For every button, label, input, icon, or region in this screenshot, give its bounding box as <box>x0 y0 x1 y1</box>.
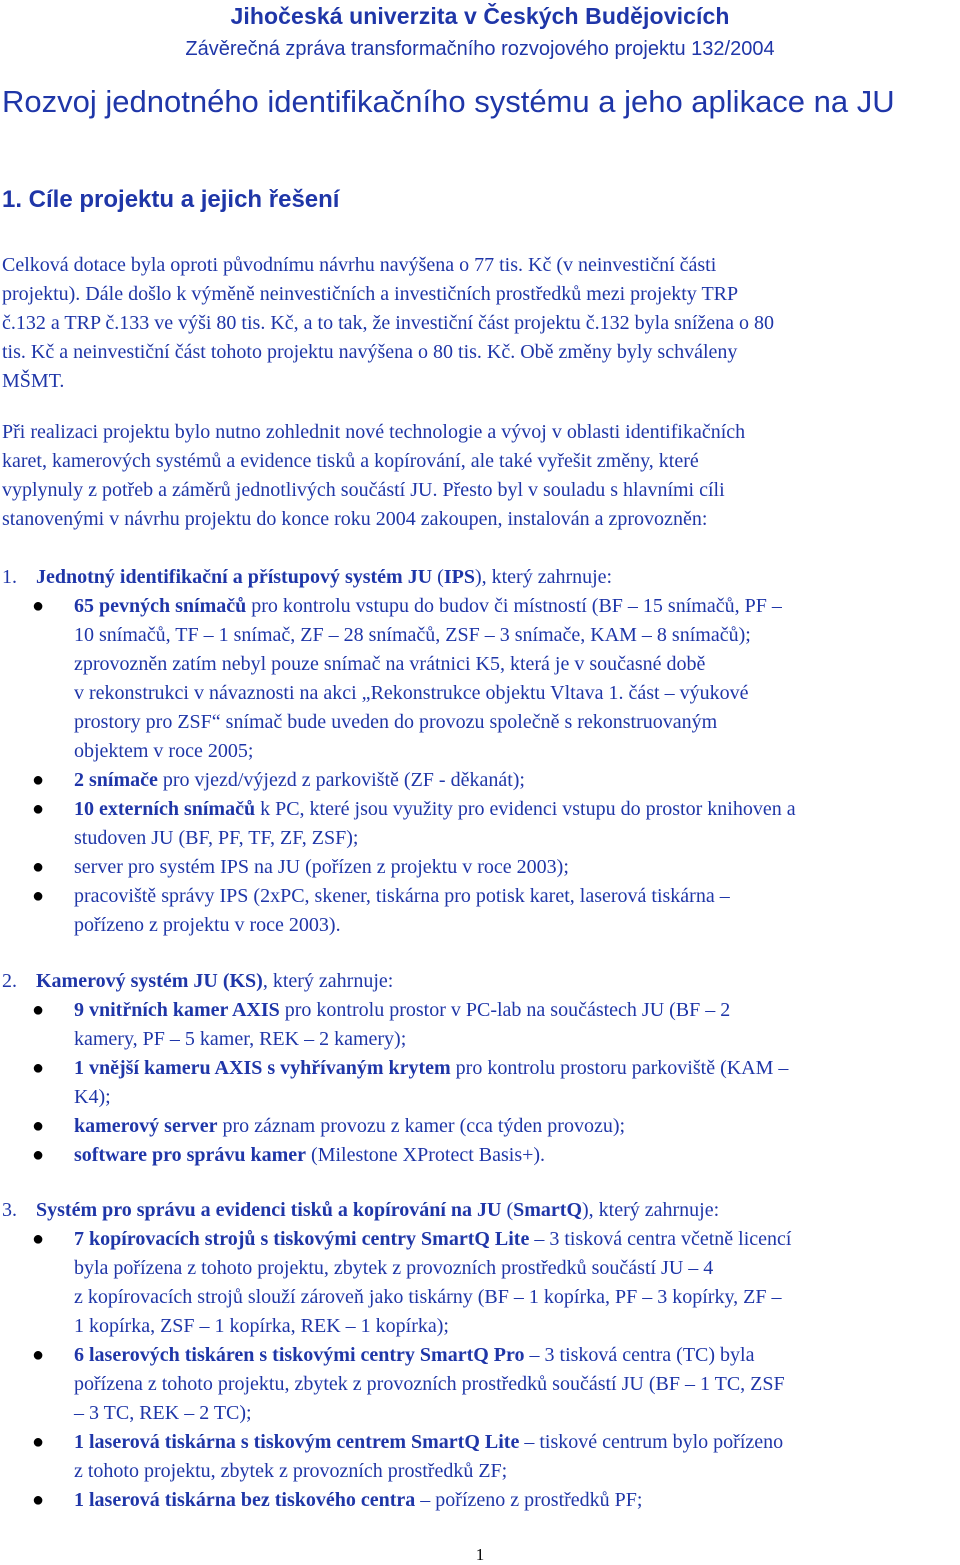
paragraph-line: vyplynuly z potřeb a záměrů jednotlivých součástí JU. Přesto byl v souladu s hlavními cíli <box>2 479 725 501</box>
bullet-icon: ● <box>32 1144 45 1166</box>
bullet-list <box>2 1225 957 1515</box>
list-item-line <box>74 996 957 1025</box>
item-text: pro kontrolu prostor v PC-lab na součástech JU (BF – 2 <box>279 999 731 1021</box>
paragraph-funding <box>2 251 957 396</box>
bullet-icon: ● <box>32 595 45 617</box>
list-item-line: objektem v roce 2005; <box>74 740 254 762</box>
list-item-line: 10 snímačů, TF – 1 snímač, ZF – 28 snímačů, ZSF – 3 snímače, KAM – 8 snímačů); <box>74 624 751 646</box>
list-item-line <box>74 1341 957 1370</box>
list-item <box>2 1225 957 1341</box>
list-item-line <box>74 1428 957 1457</box>
item-bold: 9 vnitřních kamer AXIS <box>74 999 280 1021</box>
section-ks <box>2 967 957 1170</box>
list-item-line <box>74 766 957 795</box>
list-item-line: pořízeno z projektu v roce 2003). <box>74 914 341 936</box>
section-title-rest: ), který zahrnuje: <box>474 566 613 588</box>
list-item-line <box>74 1225 957 1254</box>
list-item <box>2 853 957 882</box>
bullet-icon: ● <box>32 1115 45 1137</box>
list-item <box>2 766 957 795</box>
list-item-line <box>74 795 957 824</box>
paragraph-line: projektu). Dále došlo k výměně neinvestičních a investičních prostředků mezi projekty TRP <box>2 283 739 305</box>
bullet-icon: ● <box>32 1344 45 1366</box>
list-item-line <box>74 1054 957 1083</box>
bullet-icon: ● <box>32 1431 45 1453</box>
document-title: Rozvoj jednotného identifikačního systému a jeho aplikace na JU <box>2 84 895 119</box>
section-number: 2. <box>2 970 17 992</box>
bullet-icon: ● <box>32 1228 45 1250</box>
list-item-line: v rekonstrukci v návaznosti na akci „Rekonstrukce objektu Vltava 1. část – výukové <box>74 682 749 704</box>
item-text: – tiskové centrum bylo pořízeno <box>519 1431 784 1453</box>
bullet-icon: ● <box>32 885 45 907</box>
list-item-line: kamery, PF – 5 kamer, REK – 2 kamery); <box>74 1028 407 1050</box>
list-item <box>2 1486 957 1515</box>
item-bold: 65 pevných snímačů <box>74 595 247 617</box>
list-item-line: byla pořízena z tohoto projektu, zbytek z provozních prostředků součástí JU – 4 <box>74 1257 714 1279</box>
section-title: Jednotný identifikační a přístupový systém JU <box>36 566 433 588</box>
item-bold: 1 laserová tiskárna bez tiskového centra <box>74 1489 416 1511</box>
list-item <box>2 1341 957 1428</box>
section-title-rest: , který zahrnuje: <box>262 970 394 992</box>
bullet-icon: ● <box>32 769 45 791</box>
item-bold: 1 laserová tiskárna s tiskovým centrem SmartQ Lite <box>74 1431 520 1453</box>
list-item-line: studoven JU (BF, PF, TF, ZF, ZSF); <box>74 827 359 849</box>
list-item-line <box>74 592 957 621</box>
bullet-list <box>2 996 957 1170</box>
list-item <box>2 882 957 940</box>
page-number: 1 <box>475 1545 485 1564</box>
item-text: – 3 tisková centra (TC) byla <box>524 1344 755 1366</box>
section-title: Kamerový systém JU <box>36 970 218 992</box>
item-text: – 3 tisková centra včetně licencí <box>529 1228 792 1250</box>
bullet-list <box>2 592 957 940</box>
item-bold: 6 laserových tiskáren s tiskovými centry SmartQ Pro <box>74 1344 525 1366</box>
item-text: k PC, které jsou využity pro evidenci vstupu do prostor knihoven a <box>255 798 796 820</box>
bullet-icon: ● <box>32 999 45 1021</box>
list-item-line: – 3 TC, REK – 2 TC); <box>74 1402 252 1424</box>
list-item-line: zprovozněn zatím nebyl pouze snímač na vrátnici K5, která je v současné době <box>74 653 706 675</box>
item-text: pro kontrolu prostoru parkoviště (KAM – <box>450 1057 789 1079</box>
item-text: pro kontrolu vstupu do budov či místností (BF – 15 snímačů, PF – <box>246 595 782 617</box>
paragraph-realization <box>2 418 957 534</box>
item-bold: 7 kopírovacích strojů s tiskovými centry SmartQ Lite <box>74 1228 530 1250</box>
list-item-line: server pro systém IPS na JU (pořízen z projektu v roce 2003); <box>74 856 569 878</box>
item-text: (Milestone XProtect Basis+). <box>306 1144 546 1166</box>
list-item-line: pořízena z tohoto projektu, zbytek z provozních prostředků součástí JU (BF – 1 TC, ZSF <box>74 1373 785 1395</box>
section-abbrev: SmartQ <box>513 1199 583 1221</box>
list-item <box>2 795 957 853</box>
section-number: 3. <box>2 1199 17 1221</box>
list-item-line: K4); <box>74 1086 111 1108</box>
section-heading-line <box>2 967 957 996</box>
bullet-icon: ● <box>32 1057 45 1079</box>
bullet-icon: ● <box>32 856 45 878</box>
list-item-line: z tohoto projektu, zbytek z provozních prostředků ZF; <box>74 1460 508 1482</box>
paragraph-line: stanovenými v návrhu projektu do konce roku 2004 zakoupen, instalován a zprovozněn: <box>2 508 708 530</box>
item-text: – pořízeno z prostředků PF; <box>415 1489 643 1511</box>
paragraph-line: karet, kamerových systémů a evidence tisků a kopírování, ale také vyřešit změny, které <box>2 450 699 472</box>
section-title-mid: ( <box>432 566 444 588</box>
paragraph-line: č.132 a TRP č.133 ve výši 80 tis. Kč, a to tak, že investiční část projektu č.132 byla snížena o 80 <box>2 312 775 334</box>
list-item-line: 1 kopírka, ZSF – 1 kopírka, REK – 1 kopírka); <box>74 1315 449 1337</box>
section-title-rest: ), který zahrnuje: <box>582 1199 720 1221</box>
list-item <box>2 1112 957 1141</box>
list-item-line <box>74 1141 957 1170</box>
item-bold: kamerový server <box>74 1115 218 1137</box>
section-ips <box>2 563 957 940</box>
section-title-mid: ( <box>501 1199 514 1221</box>
report-subtitle: Závěrečná zpráva transformačního rozvojového projektu 132/2004 <box>185 38 775 60</box>
bullet-icon: ● <box>32 798 45 820</box>
list-item <box>2 1054 957 1112</box>
item-bold: 1 vnější kameru AXIS s vyhřívaným krytem <box>74 1057 451 1079</box>
list-item-line: pracoviště správy IPS (2xPC, skener, tiskárna pro potisk karet, laserová tiskárna – <box>74 885 730 907</box>
list-item <box>2 592 957 766</box>
section-heading: 1. Cíle projektu a jejich řešení <box>2 186 340 213</box>
list-item-line <box>74 1486 957 1515</box>
section-smartq <box>2 1196 957 1515</box>
paragraph-line: Celková dotace byla oproti původnímu návrhu navýšena o 77 tis. Kč (v neinvestiční části <box>2 254 717 276</box>
section-abbrev: IPS <box>443 566 475 588</box>
paragraph-line: MŠMT. <box>2 370 65 392</box>
item-bold: software pro správu kamer <box>74 1144 307 1166</box>
item-bold: 2 snímače <box>74 769 158 791</box>
paragraph-line: tis. Kč a neinvestiční část tohoto projektu navýšena o 80 tis. Kč. Obě změny byly schváleny <box>2 341 738 363</box>
list-item-line <box>74 1112 957 1141</box>
list-item <box>2 1141 957 1170</box>
list-item-line: prostory pro ZSF“ snímač bude uveden do provozu společně s rekonstruovaným <box>74 711 718 733</box>
section-heading-line <box>2 563 957 592</box>
list-item <box>2 996 957 1054</box>
bullet-icon: ● <box>32 1489 45 1511</box>
item-text: pro záznam provozu z kamer (cca týden provozu); <box>217 1115 626 1137</box>
paragraph-line: Při realizaci projektu bylo nutno zohlednit nové technologie a vývoj v oblasti identifikačních <box>2 421 746 443</box>
list-item-line: z kopírovacích strojů slouží zároveň jako tiskárny (BF – 1 kopírka, PF – 3 kopírky, ZF – <box>74 1286 782 1308</box>
university-name: Jihočeská univerzita v Českých Budějovicích <box>230 3 730 29</box>
section-heading-line <box>2 1196 957 1225</box>
section-number: 1. <box>2 566 17 588</box>
item-text: pro vjezd/výjezd z parkoviště (ZF - děkanát); <box>157 769 525 791</box>
section-abbrev: (KS) <box>222 970 263 992</box>
section-title: Systém pro správu a evidenci tisků a kopírování na JU <box>36 1199 502 1221</box>
item-bold: 10 externích snímačů <box>74 798 256 820</box>
list-item <box>2 1428 957 1486</box>
